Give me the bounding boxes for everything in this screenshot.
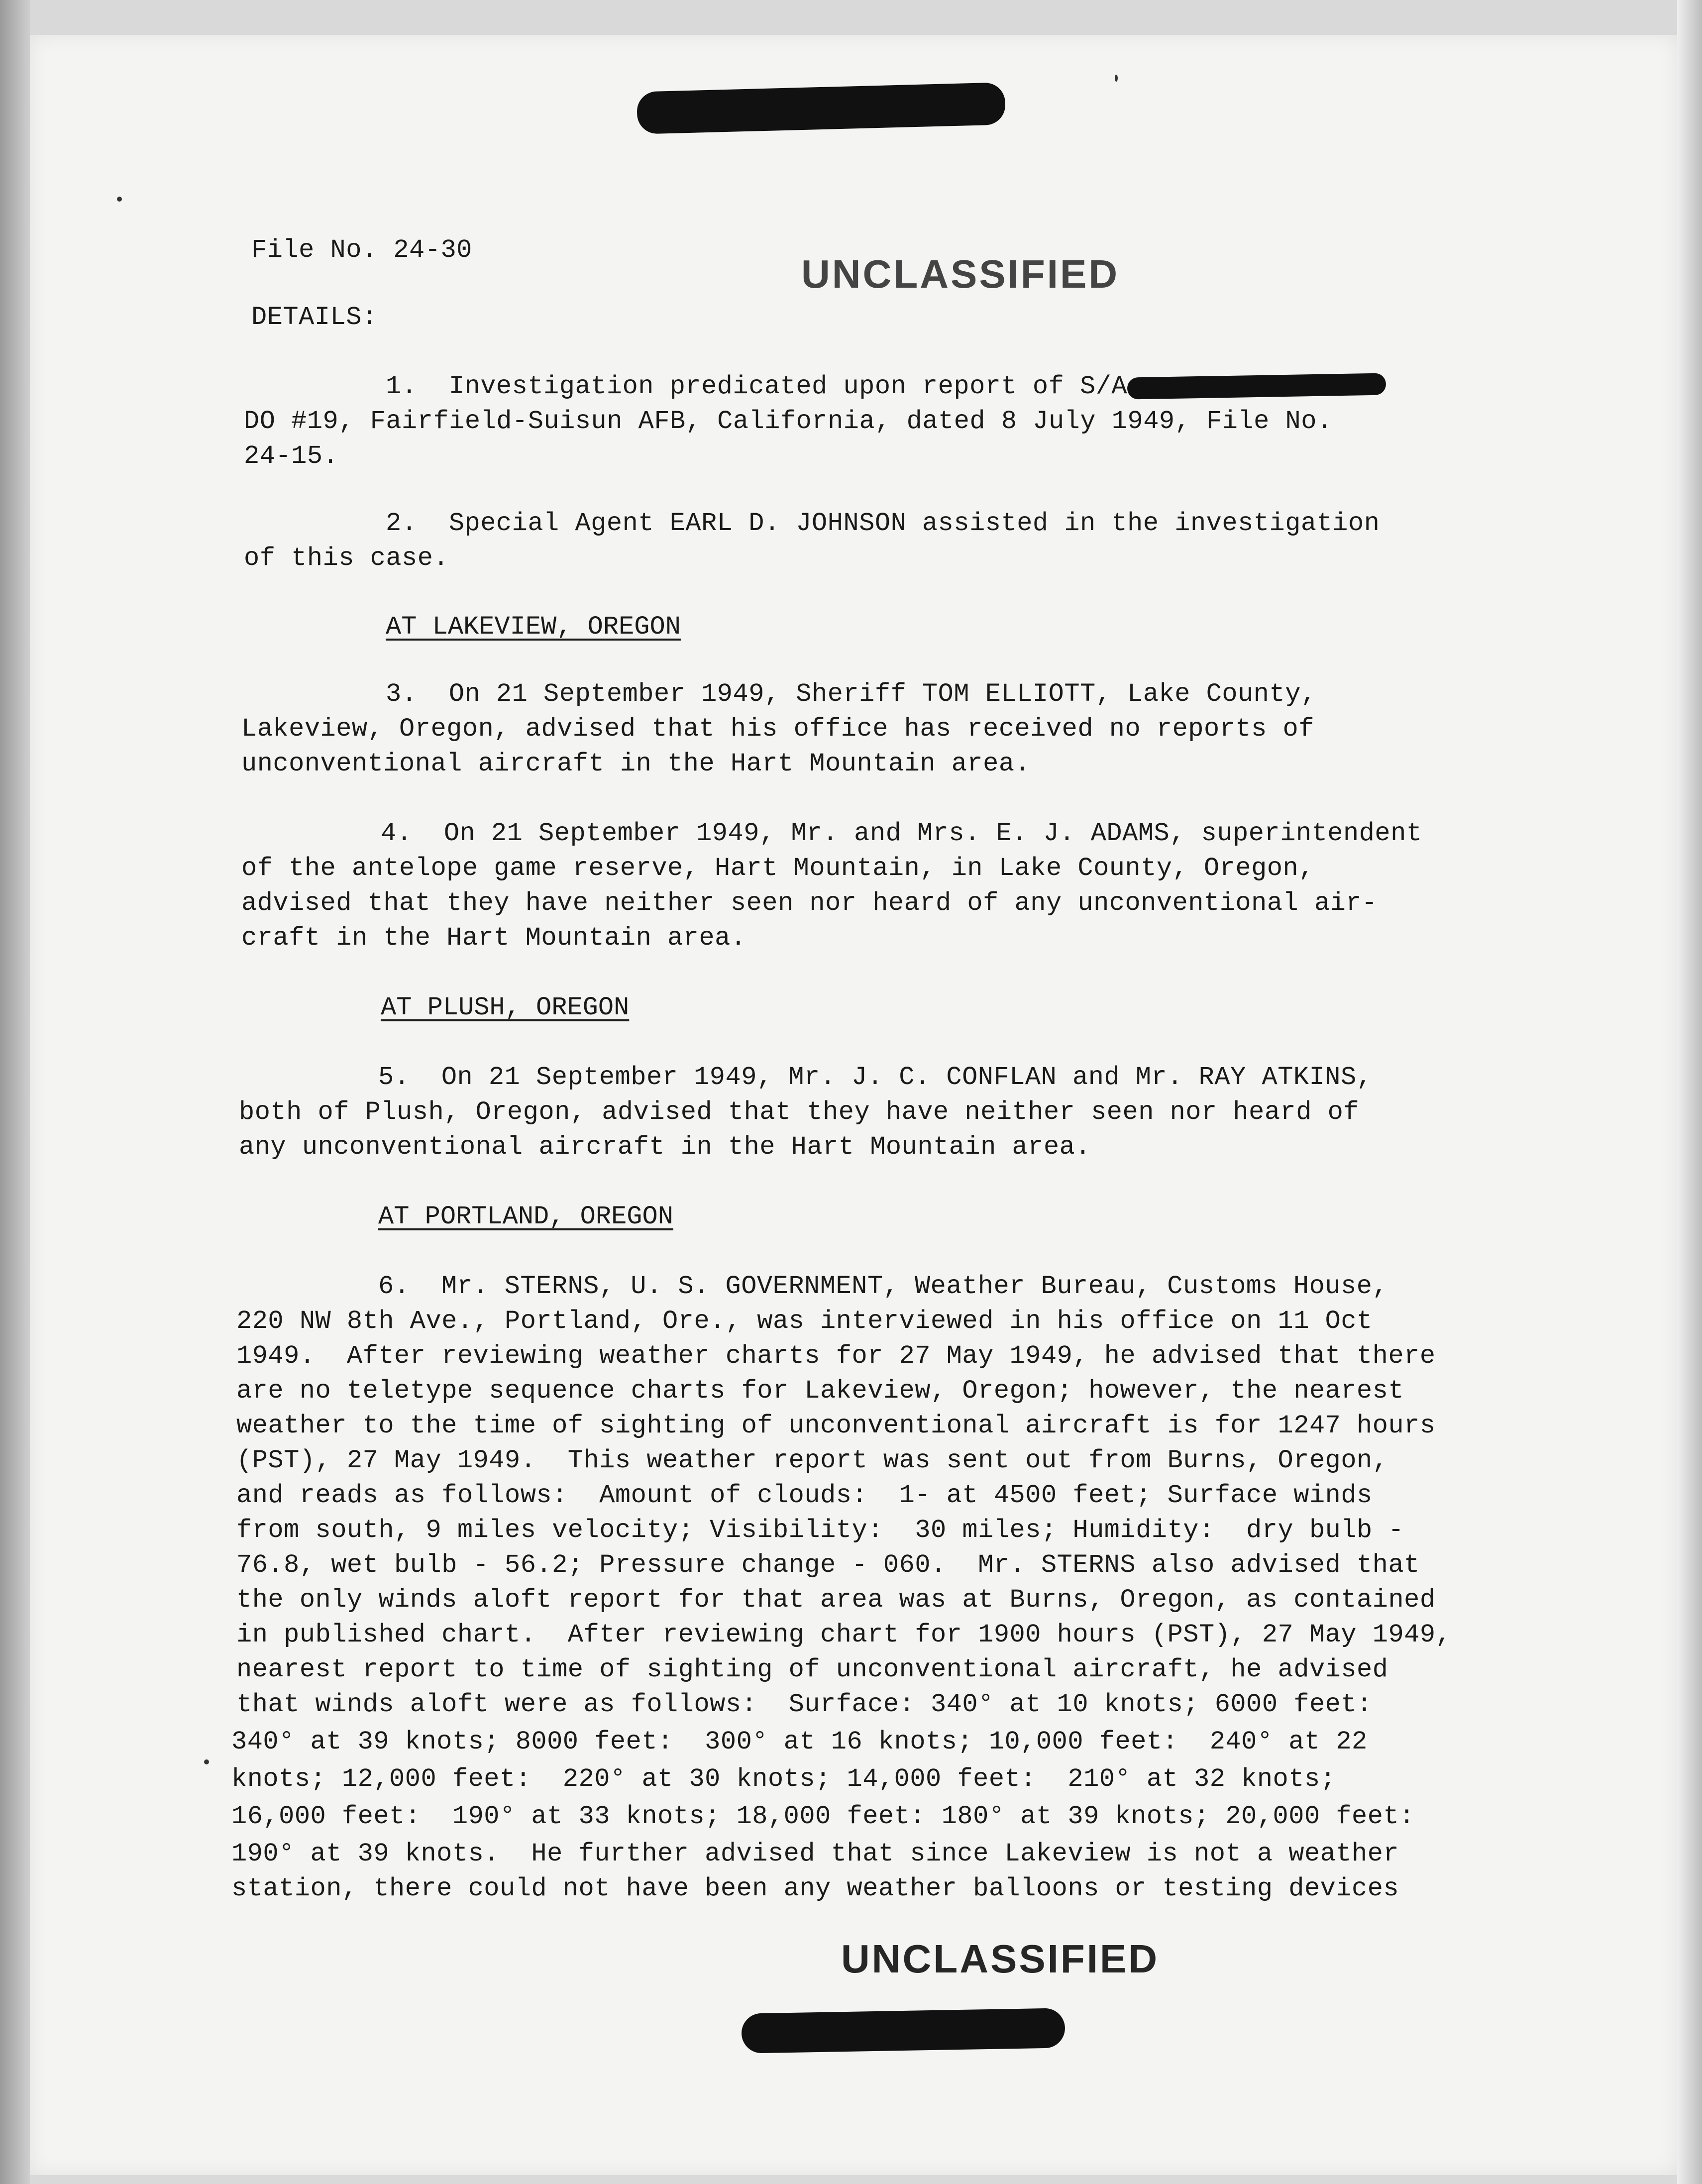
p6-line-14: 340° at 39 knots; 8000 feet: 300° at 16 knots; 10,000 feet: 240° at 22 [231, 1727, 1368, 1756]
p6-line-8: from south, 9 miles velocity; Visibility: 30 miles; Humidity: dry bulb - [236, 1516, 1404, 1545]
p6-line-10: the only winds aloft report for that area was at Burns, Oregon, as contained [236, 1585, 1436, 1615]
details-label: DETAILS: [251, 303, 378, 332]
p4-line-1: 4. On 21 September 1949, Mr. and Mrs. E. J. ADAMS, superintendent [381, 819, 1422, 848]
p1-line-1-text: 1. Investigation predicated upon report of S/A [386, 372, 1128, 401]
p6-line-9: 76.8, wet bulb - 56.2; Pressure change - 060. Mr. STERNS also advised that [236, 1550, 1420, 1580]
p3-line-1: 3. On 21 September 1949, Sheriff TOM ELLIOTT, Lake County, [386, 679, 1317, 709]
scan-speck [1115, 75, 1118, 82]
p6-line-6: (PST), 27 May 1949. This weather report was sent out from Burns, Oregon, [236, 1446, 1388, 1475]
scan-speck [204, 1759, 209, 1764]
p6-line-7: and reads as follows: Amount of clouds: 1- at 4500 feet; Surface winds [236, 1481, 1373, 1510]
p6-line-4: are no teletype sequence charts for Lakeview, Oregon; however, the nearest [236, 1376, 1404, 1406]
p1-line-1 [386, 369, 1386, 404]
p6-line-2: 220 NW 8th Ave., Portland, Ore., was interviewed in his office on 11 Oct [236, 1307, 1373, 1336]
scan-speck [117, 197, 122, 202]
heading-plush: AT PLUSH, OREGON [381, 993, 630, 1022]
p6-line-15: knots; 12,000 feet: 220° at 30 knots; 14,000 feet: 210° at 32 knots; [231, 1764, 1336, 1794]
heading-lakeview: AT LAKEVIEW, OREGON [386, 612, 681, 642]
heading-portland: AT PORTLAND, OREGON [378, 1202, 673, 1231]
p5-line-2: both of Plush, Oregon, advised that they have neither seen nor heard of [239, 1097, 1360, 1127]
p1-line-2: DO #19, Fairfield-Suisun AFB, California, dated 8 July 1949, File No. [244, 407, 1333, 436]
page-right-edge [1677, 0, 1702, 2184]
classification-stamp-top: UNCLASSIFIED [801, 252, 1120, 296]
classification-stamp-bottom: UNCLASSIFIED [841, 1937, 1160, 1981]
p5-line-3: any unconventional aircraft in the Hart Mountain area. [239, 1132, 1091, 1162]
inline-redaction [1127, 373, 1386, 400]
p6-line-13: that winds aloft were as follows: Surface: 340° at 10 knots; 6000 feet: [236, 1690, 1373, 1719]
p6-line-16: 16,000 feet: 190° at 33 knots; 18,000 feet: 180° at 39 knots; 20,000 feet: [231, 1802, 1415, 1831]
p3-line-2: Lakeview, Oregon, advised that his office has received no reports of [241, 714, 1314, 744]
p6-line-18: station, there could not have been any weather balloons or testing devices [231, 1874, 1399, 1903]
p4-line-3: advised that they have neither seen nor heard of any unconventional air- [241, 888, 1378, 918]
p6-line-1: 6. Mr. STERNS, U. S. GOVERNMENT, Weather Bureau, Customs House, [378, 1272, 1388, 1301]
p6-line-17: 190° at 39 knots. He further advised that since Lakeview is not a weather [231, 1839, 1399, 1868]
p4-line-2: of the antelope game reserve, Hart Mountain, in Lake County, Oregon, [241, 854, 1314, 883]
p1-line-3: 24-15. [244, 441, 339, 471]
p2-line-2: of this case. [244, 544, 449, 573]
page-left-edge [0, 0, 30, 2184]
p6-line-12: nearest report to time of sighting of unconventional aircraft, he advised [236, 1655, 1388, 1684]
p4-line-4: craft in the Hart Mountain area. [241, 923, 746, 953]
p6-line-11: in published chart. After reviewing chart for 1900 hours (PST), 27 May 1949, [236, 1620, 1452, 1649]
file-number: File No. 24-30 [251, 235, 472, 265]
p3-line-3: unconventional aircraft in the Hart Mountain area. [241, 749, 1031, 778]
p2-line-1: 2. Special Agent EARL D. JOHNSON assisted in the investigation [386, 509, 1380, 538]
bottom-redaction-bar [741, 2008, 1065, 2053]
p6-line-3: 1949. After reviewing weather charts for 27 May 1949, he advised that there [236, 1341, 1436, 1371]
p5-line-1: 5. On 21 September 1949, Mr. J. C. CONFLAN and Mr. RAY ATKINS, [378, 1063, 1373, 1092]
p6-line-5: weather to the time of sighting of unconventional aircraft is for 1247 hours [236, 1411, 1436, 1440]
